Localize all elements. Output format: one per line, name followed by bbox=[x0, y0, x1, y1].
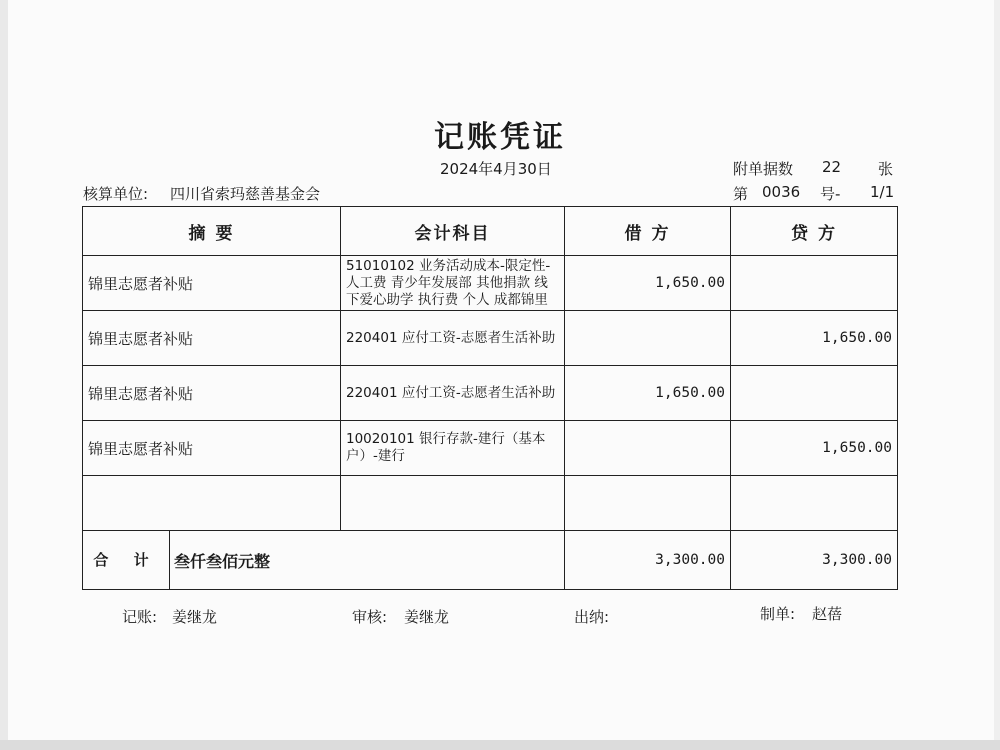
row-account bbox=[341, 476, 565, 531]
total-row bbox=[83, 531, 898, 590]
row-account: 220401 应付工资-志愿者生活补助 bbox=[341, 366, 565, 421]
table-row bbox=[83, 311, 898, 366]
table-row bbox=[83, 366, 898, 421]
bookkeeper-name: 姜继龙 bbox=[172, 608, 218, 626]
attachments-count: 22 bbox=[822, 158, 842, 176]
total-credit: 3,300.00 bbox=[731, 531, 898, 590]
header-account: 会计科目 bbox=[341, 207, 565, 256]
cashier-label: 出纳: bbox=[574, 608, 610, 626]
row-summary: 锦里志愿者补贴 bbox=[83, 311, 341, 366]
voucher-title: 记账凭证 bbox=[434, 120, 566, 155]
bookkeeper-label: 记账: bbox=[122, 608, 158, 626]
row-summary: 锦里志愿者补贴 bbox=[83, 366, 341, 421]
voucher-no-prefix: 第 bbox=[733, 185, 749, 203]
row-debit: 1,650.00 bbox=[565, 256, 731, 311]
row-credit: 1,650.00 bbox=[731, 311, 898, 366]
row-credit bbox=[731, 366, 898, 421]
row-account: 220401 应付工资-志愿者生活补助 bbox=[341, 311, 565, 366]
unit-label: 核算单位: bbox=[83, 185, 149, 203]
reviewer-label: 审核: bbox=[352, 608, 388, 626]
row-credit bbox=[731, 256, 898, 311]
voucher-table bbox=[82, 206, 898, 590]
total-debit: 3,300.00 bbox=[565, 531, 731, 590]
row-debit: 1,650.00 bbox=[565, 366, 731, 421]
preparer-name: 赵蓓 bbox=[812, 605, 843, 623]
table-row bbox=[83, 421, 898, 476]
voucher-no-value: 0036 bbox=[762, 183, 801, 201]
row-summary: 锦里志愿者补贴 bbox=[83, 421, 341, 476]
header-summary: 摘 要 bbox=[83, 207, 341, 256]
paper-edge-bottom bbox=[0, 740, 1000, 750]
voucher-date: 2024年4月30日 bbox=[440, 160, 552, 178]
row-debit bbox=[565, 421, 731, 476]
preparer-label: 制单: bbox=[760, 605, 796, 623]
table-row-empty bbox=[83, 476, 898, 531]
row-credit: 1,650.00 bbox=[731, 421, 898, 476]
unit-name: 四川省索玛慈善基金会 bbox=[170, 185, 321, 203]
row-credit bbox=[731, 476, 898, 531]
total-cell bbox=[83, 531, 565, 590]
total-amount-words: 叁仟叁佰元整 bbox=[174, 551, 271, 571]
attachments-unit: 张 bbox=[878, 160, 894, 178]
row-account: 51010102 业务活动成本-限定性-人工费 青少年发展部 其他捐款 线下爱心助学 执行费 个人 成都锦里 bbox=[341, 256, 565, 311]
table-row bbox=[83, 256, 898, 311]
row-debit bbox=[565, 311, 731, 366]
row-summary bbox=[83, 476, 341, 531]
header-credit: 贷 方 bbox=[731, 207, 898, 256]
reviewer-name: 姜继龙 bbox=[404, 608, 450, 626]
row-summary: 锦里志愿者补贴 bbox=[83, 256, 341, 311]
voucher-no-suffix: 号- bbox=[820, 185, 841, 203]
row-account: 10020101 银行存款-建行（基本户）-建行 bbox=[341, 421, 565, 476]
total-label: 合 计 bbox=[83, 531, 170, 589]
table-header-row bbox=[83, 207, 898, 256]
row-debit bbox=[565, 476, 731, 531]
attachments-label: 附单据数 bbox=[733, 160, 794, 178]
header-debit: 借 方 bbox=[565, 207, 731, 256]
voucher-page: 1/1 bbox=[870, 183, 895, 201]
